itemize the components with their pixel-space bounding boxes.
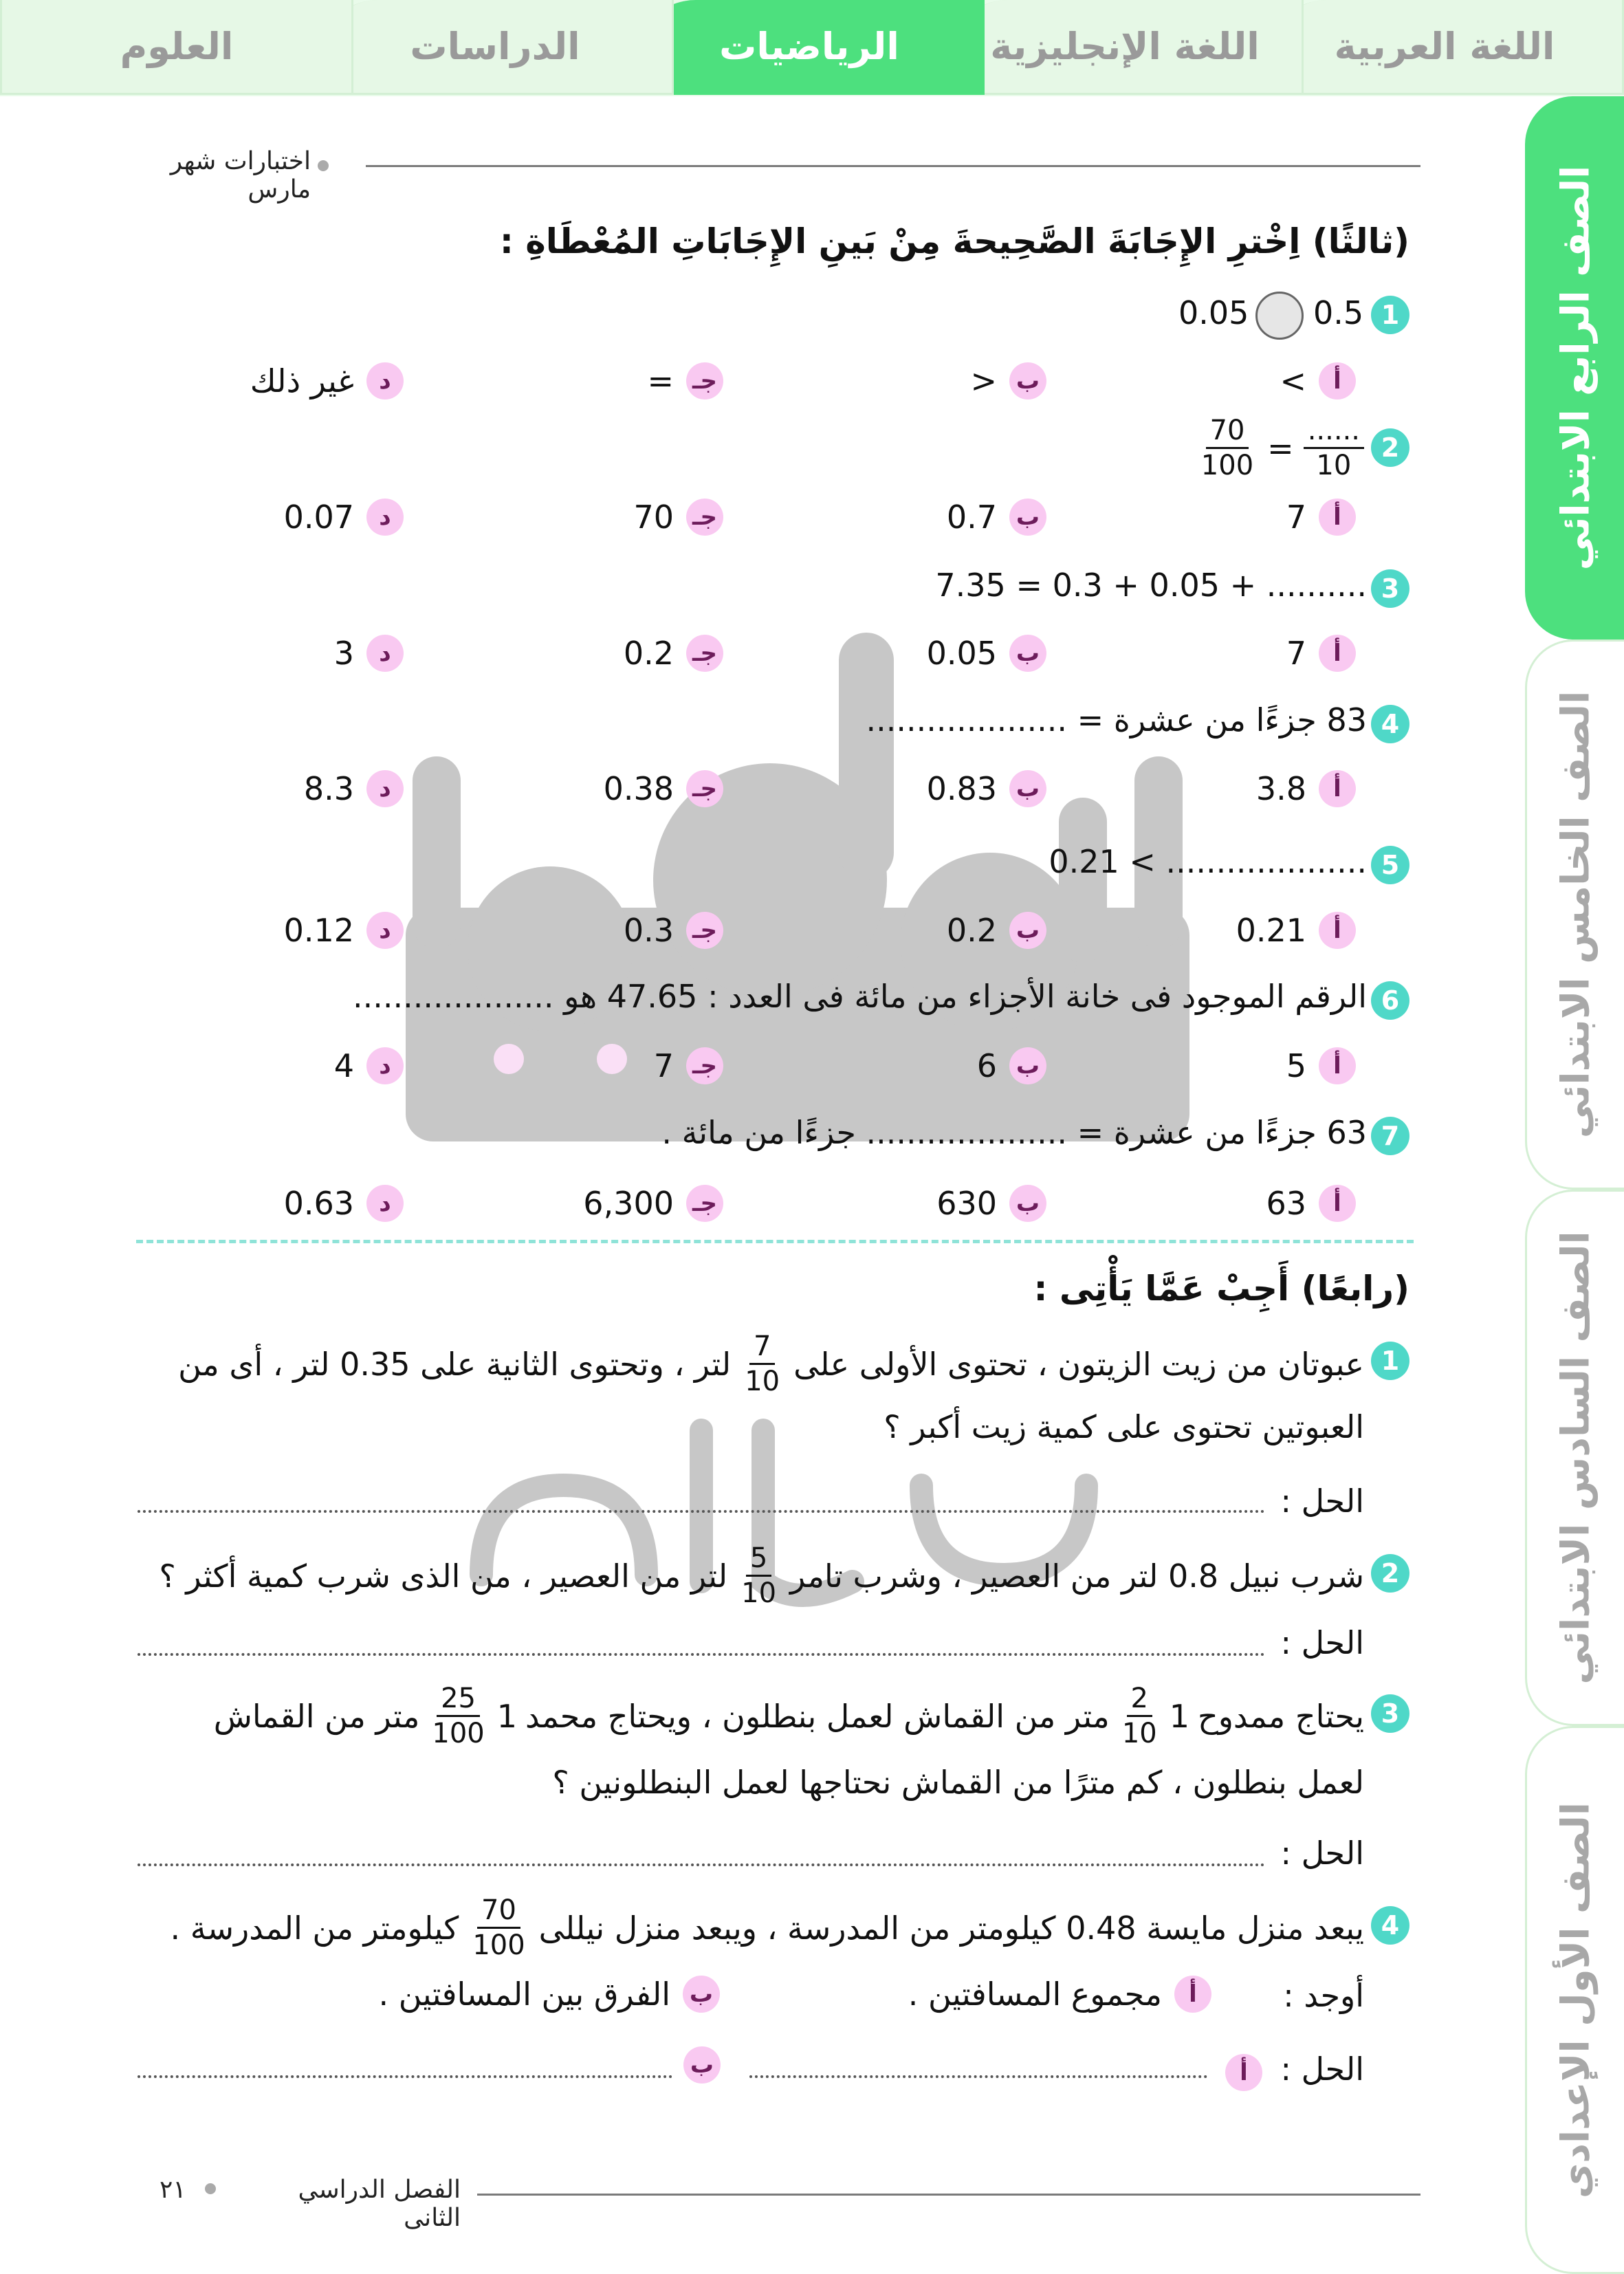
option-d[interactable]: د 0.63 [284,1183,404,1224]
question-number: 1 [1371,296,1409,334]
tab-label: اللغة العربية [1334,25,1555,68]
question-text: يبعد منزل مايسة 0.48 كيلومتر من المدرسة ، ويبعد منزل نيللى $\frac{70}{100}$ كيلومتر من المدرسة . [170,1894,1364,1961]
option-d[interactable]: د 3 [334,633,404,674]
question-text: 0.21 < .................... [1049,843,1367,880]
option-b[interactable]: ب 6 [977,1045,1046,1086]
option-b[interactable]: ب 0.05 [927,633,1046,674]
question-number: 7 [1371,1117,1409,1155]
option-d[interactable]: د 0.07 [284,496,404,538]
question-number: 2 [1371,1554,1409,1593]
tab-science[interactable] [0,0,353,95]
option-b[interactable]: ب 0.7 [947,496,1046,538]
side-tab-label: الصف الخامس الابتدائي [1553,690,1598,1139]
option-b[interactable]: ب 0.2 [947,910,1046,951]
solution-line[interactable] [138,1510,1265,1513]
option-a[interactable]: أ 3.8 [1256,768,1356,809]
footer-label: الفصل الدراسي الثانى [298,2176,461,2232]
tab-label: الرياضيات [719,25,899,68]
option-c[interactable]: جـ 0.3 [624,910,723,951]
fraction: $\frac{5}{10}$ [741,1542,777,1609]
option-a[interactable] [1280,360,1356,402]
side-tab-label: الصف السادس الابتدائي [1553,1231,1598,1685]
solution-label: الحل : [1280,1624,1364,1661]
tab-english[interactable] [946,0,1304,95]
option-text: = [647,362,674,400]
question-text: 7.35 = 0.3 + 0.05 + .......... [935,567,1367,604]
option-a[interactable]: أ 7 [1286,633,1356,674]
question-number: 4 [1371,1906,1409,1945]
tab-math[interactable] [634,0,985,95]
solution-line[interactable] [138,1653,1265,1656]
fraction: $\frac{25}{100}$ [432,1683,485,1749]
compare-blank-circle[interactable] [1255,292,1304,340]
side-tab-grade5[interactable] [1525,639,1624,1190]
question-text: شرب نبيل 0.8 لتر من العصير ، وشرب تامر $\frac{5}{10}$ لتر من العصير ، من الذى شرب كمية أكثر ؟ [159,1542,1364,1609]
question-text-line2: لعمل بنطلون ، كم مترًا من القماش نحتاجها لعمل البنطلونين ؟ [552,1764,1364,1801]
footer-rule [477,2194,1420,2196]
question-number: 5 [1371,846,1409,884]
solution-badge-a: أ [1225,2054,1262,2091]
page-number: ٢١ [160,2176,186,2204]
solution-line-b[interactable] [138,2075,672,2078]
solution-badge-b: ب [683,2046,721,2084]
question-text-line2: العبوتين تحتوى على كمية زيت أكبر ؟ [884,1408,1364,1445]
fraction: $\frac{7}{10}$ [745,1331,780,1397]
q2-expression: $\frac{70}{100}$ = $\frac{......}{10}$ [1197,417,1364,479]
option-a[interactable]: أ 63 [1266,1183,1356,1224]
find-part-b: ب الفرق بين المسافتين . [378,1974,720,2015]
find-label: أوجد : [1283,1977,1364,2014]
option-c[interactable] [647,360,723,402]
option-badge: ب [1009,362,1046,400]
option-a[interactable]: أ 0.21 [1236,910,1356,951]
section3-title: (ثالثًا) اِخْترِ الإِجَابَةَ الصَّحِيحةَ مِنْ بَينِ الإِجَابَاتِ المُعْطَاةِ : [499,221,1409,261]
option-c[interactable]: جـ 0.2 [624,633,723,674]
option-c[interactable]: جـ 0.38 [604,768,723,809]
option-badge: د [366,362,404,400]
tab-arabic[interactable] [1265,0,1624,95]
option-text: < [970,362,997,400]
question-text: 83 جزءًا من عشرة = .................... [866,701,1367,739]
option-a[interactable]: أ 5 [1286,1045,1356,1086]
question-text: الرقم الموجود فى خانة الأجزاء من مائة فى العدد : 47.65 هو .................... [353,978,1367,1015]
fraction: $\frac{2}{10}$ [1121,1683,1157,1749]
tab-label: الدراسات [410,25,580,68]
option-c[interactable]: جـ 70 [633,496,723,538]
tab-label: اللغة الإنجليزية [990,25,1260,68]
q1-value-b: 0.05 [1178,294,1249,331]
q1-value-a: 0.5 [1313,294,1364,331]
question-number: 3 [1371,569,1409,608]
side-tab-grade4[interactable] [1525,96,1624,639]
option-a[interactable]: أ 7 [1286,496,1356,538]
solution-line-a[interactable] [749,2075,1207,2078]
option-c[interactable]: جـ 7 [654,1045,723,1086]
side-tab-prep1[interactable] [1525,1726,1624,2274]
option-c[interactable]: جـ 6,300 [583,1183,723,1224]
solution-label: الحل : [1280,1483,1364,1520]
option-b[interactable] [970,360,1046,402]
question-text: يحتاج ممدوح 1 $\frac{2}{10}$ متر من القماش لعمل بنطلون ، ويحتاج محمد 1 $\frac{25}{100}$ متر من القماش [213,1683,1364,1749]
question-number: 4 [1371,705,1409,743]
option-badge: جـ [686,362,723,400]
question-text: 63 جزءًا من عشرة = .................... جزءًا من مائة . [661,1114,1367,1151]
fraction: $\frac{70}{100}$ [1200,415,1254,481]
option-b[interactable]: ب 0.83 [927,768,1046,809]
tab-social-studies[interactable] [316,0,674,95]
side-tab-grade6[interactable] [1525,1190,1624,1726]
subject-tab-bar [0,0,1624,96]
header-rule [366,165,1420,167]
solution-label: الحل : [1280,2051,1364,2088]
solution-line[interactable] [138,1863,1265,1866]
footer-bullet [205,2183,216,2194]
side-tab-label: الصف الأول الإعدادي [1553,1802,1598,2198]
option-badge: أ [1319,362,1356,400]
question-number: 3 [1371,1694,1409,1733]
option-d[interactable]: د 0.12 [284,910,404,951]
question-text: عبوتان من زيت الزيتون ، تحتوى الأولى على $\frac{7}{10}$ لتر ، وتحتوى الثانية على 0.35 لتر ، أى من [178,1331,1364,1397]
option-text: غير ذلك [250,362,354,400]
option-b[interactable]: ب 630 [936,1183,1046,1224]
option-d[interactable] [250,360,404,402]
section-divider [136,1240,1414,1243]
option-d[interactable]: د 4 [334,1045,404,1086]
question-number: 6 [1371,981,1409,1020]
option-d[interactable]: د 8.3 [304,768,404,809]
side-tab-label: الصف الرابع الابتدائي [1553,165,1598,571]
question-number: 2 [1371,428,1409,467]
section4-title: (رابعًا) أَجِبْ عَمَّا يَأْتِى : [1033,1269,1409,1309]
option-text: > [1280,362,1306,400]
find-part-a: أ مجموع المسافتين . [908,1974,1211,2015]
fraction: $\frac{70}{100}$ [472,1894,525,1961]
fraction-blank[interactable]: $\frac{......}{10}$ [1304,417,1364,479]
tab-label: العلوم [120,25,234,68]
header-label: اختبارات شهر مارس [170,147,311,204]
question-number: 1 [1371,1342,1409,1380]
solution-label: الحل : [1280,1835,1364,1872]
header-bullet [318,160,329,171]
